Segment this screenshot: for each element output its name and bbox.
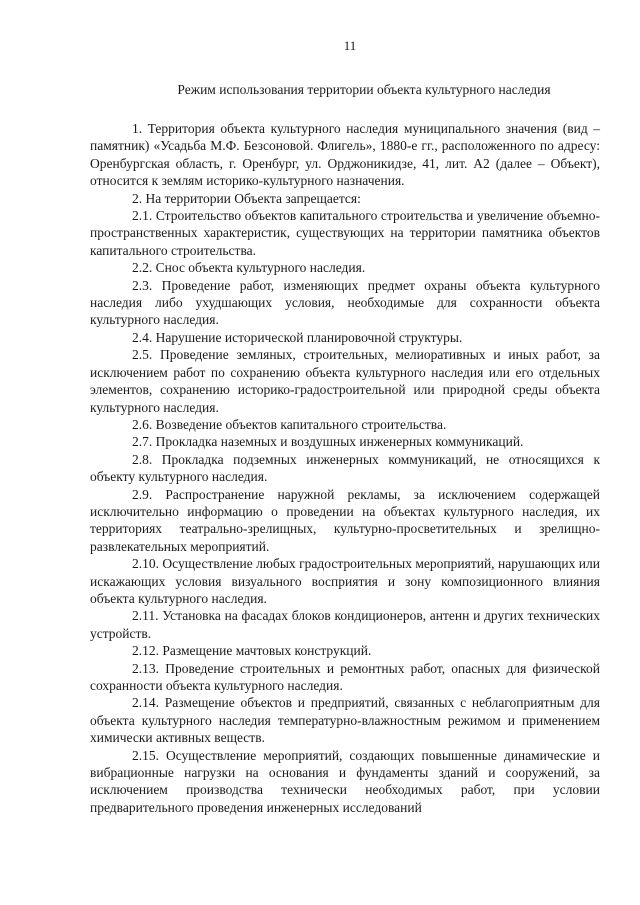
paragraph-2-14: 2.14. Размещение объектов и предприятий, связанных с неблагоприятным для объекта культурного наследия температурно-влажностным режимом и применением химически активных веществ.	[90, 695, 600, 746]
document-body	[90, 120, 600, 816]
paragraph-2: 2. На территории Объекта запрещается:	[132, 190, 361, 206]
paragraph-2-5: 2.5. Проведение земляных, строительных, мелиоративных и иных работ, за исключением работ по сохранению объекта культурного наследия или его отдельных элементов, сохранению историко-градостроительной или природной среды объекта культурного наследия.	[90, 347, 600, 415]
paragraph-2-10: 2.10. Осуществление любых градостроительных мероприятий, нарушающих или искажающих условия визуального восприятия и зону композиционного влияния объекта культурного наследия.	[90, 556, 600, 606]
paragraph-2-15: 2.15. Осуществление мероприятий, создающих повышенные динамические и вибрационные нагрузки на основания и фундаменты зданий и сооружений, за исключением производства технически необходимых работ, при условии предварительного проведения инженерных исследований	[90, 747, 600, 815]
paragraph-2-2: 2.2. Снос объекта культурного наследия.	[132, 260, 366, 276]
paragraph-2-7: 2.7. Прокладка наземных и воздушных инженерных коммуникаций.	[132, 434, 524, 450]
paragraph-2-13: 2.13. Проведение строительных и ремонтных работ, опасных для физической сохранности объекта культурного наследия.	[90, 660, 600, 693]
page-number: 11	[343, 38, 357, 53]
section-heading: Режим использования территории объекта культурного наследия	[177, 82, 551, 97]
paragraph-2-4: 2.4. Нарушение исторической планировочной структуры.	[132, 329, 463, 345]
paragraph-1: 1. Территория объекта культурного наследия муниципального значения (вид – памятник) «Усадьба М.Ф. Безсоновой. Флигель», 1880-е гг., расположенного по адресу: Оренбургская область, г. Оренбург, ул. Орджоникидзе, 41, лит. А2 (далее – Объект), относится к землям историко-культурного назначения.	[90, 121, 600, 189]
paragraph-2-11: 2.11. Установка на фасадах блоков кондиционеров, антенн и других технических устройств.	[90, 608, 600, 641]
paragraph-2-1: 2.1. Строительство объектов капитального строительства и увеличение объемно-пространственных характеристик, существующих на территории памятника объектов капитального строительства.	[90, 208, 600, 258]
paragraph-2-6: 2.6. Возведение объектов капитального строительства.	[132, 416, 447, 432]
paragraph-2-12: 2.12. Размещение мачтовых конструкций.	[132, 643, 372, 659]
paragraph-2-3: 2.3. Проведение работ, изменяющих предмет охраны объекта культурного наследия либо ухудшающих условия, необходимые для сохранности объекта культурного наследия.	[90, 277, 600, 328]
paragraph-2-8: 2.8. Прокладка подземных инженерных коммуникаций, не относящихся к объекту культурного наследия.	[90, 451, 600, 485]
paragraph-2-9: 2.9. Распространение наружной рекламы, за исключением содержащей исключительно информацию о проведении на объектах культурного наследия, их территориях театрально-зрелищных, культурно-просветительных и зрелищно-развлекательных мероприятий.	[90, 486, 600, 554]
